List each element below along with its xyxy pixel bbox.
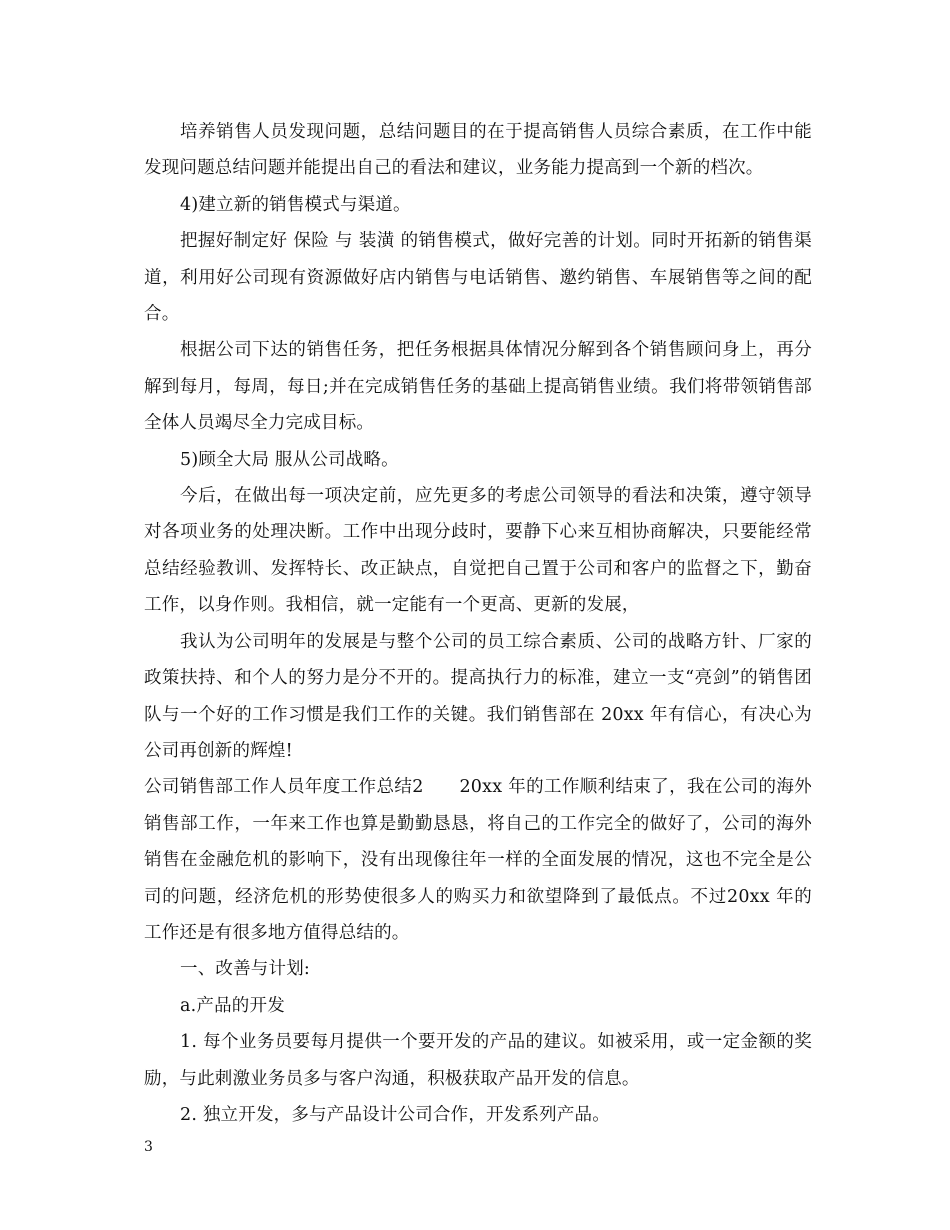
paragraph-9: 一、改善与计划: xyxy=(180,959,310,980)
paragraph-4: 根据公司下达的销售任务，把任务根据具体情况分解到各个销售顾问身上，再分解到每月，每周，每日;并在完成销售任务的基础上提高销售业绩。我们将带领销售部全体人员竭尽全力完成目标。 xyxy=(144,340,812,434)
paragraph-11: 1. 每个业务员要每月提供一个要开发的产品的建议。如被采用，或一定金额的奖励，与此刺激业务员多与客户沟通，积极获取产品开发的信息。 xyxy=(144,1032,812,1089)
document-body xyxy=(144,114,812,1133)
paragraph-10: a.产品的开发 xyxy=(180,995,285,1016)
paragraph-5: 5)顾全大局 服从公司战略。 xyxy=(180,449,399,470)
paragraph-2: 4)建立新的销售模式与渠道。 xyxy=(180,194,411,215)
paragraph-7: 我认为公司明年的发展是与整个公司的员工综合素质、公司的战略方针、厂家的政策扶持、和个人的努力是分不开的。提高执行力的标准，建立一支“亮剑”的销售团队与一个好的工作习惯是我们工作的关键。我们销售部在 20xx 年有信心，有决心为公司再创新的辉煌! xyxy=(144,631,812,761)
paragraph-1: 培养销售人员发现问题，总结问题目的在于提高销售人员综合素质，在工作中能发现问题总结问题并能提出自己的看法和建议，业务能力提高到一个新的档次。 xyxy=(144,122,812,179)
paragraph-3: 把握好制定好 保险 与 装潢 的销售模式，做好完善的计划。同时开拓新的销售渠道，利用好公司现有资源做好店内销售与电话销售、邀约销售、车展销售等之间的配合。 xyxy=(144,231,812,325)
paragraph-12: 2. 独立开发，多与产品设计公司合作，开发系列产品。 xyxy=(180,1104,610,1125)
paragraph-8: 公司销售部工作人员年度工作总结2 20xx 年的工作顺利结束了，我在公司的海外销售部工作，一年来工作也算是勤勤恳恳，将自己的工作完全的做好了，公司的海外销售在金融危机的影响下，没有出现像往年一样的全面发展的情况，这也不完全是公司的问题，经济危机的形势使很多人的购买力和欲望降到了最低点。不过20xx 年的工作还是有很多地方值得总结的。 xyxy=(144,777,812,943)
page-number: 3 xyxy=(144,1139,153,1155)
paragraph-6: 今后，在做出每一项决定前，应先更多的考虑公司领导的看法和决策，遵守领导对各项业务的处理决断。工作中出现分歧时，要静下心来互相协商解决，只要能经常总结经验教训、发挥特长、改正缺点，自觉把自己置于公司和客户的监督之下，勤奋工作，以身作则。我相信，就一定能有一个更高、更新的发展， xyxy=(144,486,812,616)
